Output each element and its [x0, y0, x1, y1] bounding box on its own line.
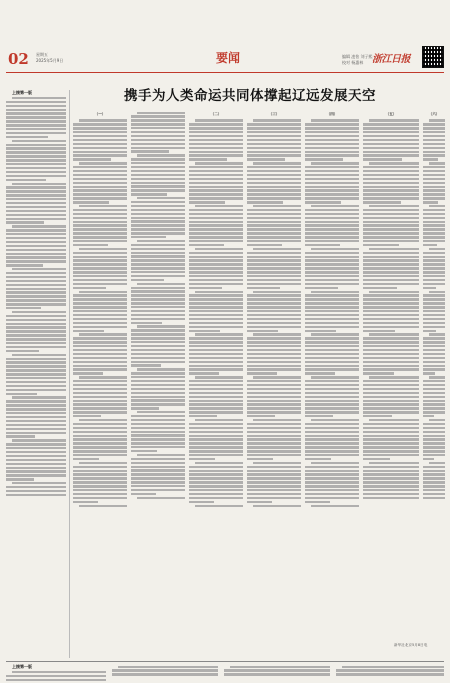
bottom-column [6, 664, 106, 683]
article-column-2 [131, 110, 185, 655]
column-text [73, 119, 127, 507]
column-text [189, 119, 243, 507]
subhead: （五） [385, 112, 397, 116]
continued-note: 上接第一版 [12, 664, 32, 669]
column-text [6, 97, 66, 496]
editor-line: 编辑 凌怡 刘子熙 [342, 54, 373, 59]
article-column-6 [363, 110, 419, 640]
column-text [336, 666, 444, 676]
qr-code [422, 46, 444, 68]
article-column-left [6, 90, 66, 650]
article-column-4 [247, 110, 301, 655]
column-text [6, 671, 106, 681]
bottom-column [112, 664, 218, 683]
column-text [247, 119, 301, 507]
page-number: 02 [8, 50, 29, 68]
section-title: 要闻 [216, 51, 241, 65]
column-divider [69, 90, 70, 658]
column-text [224, 666, 330, 676]
article-column-3 [189, 110, 243, 655]
editor-credits [342, 54, 373, 66]
column-text [363, 119, 419, 499]
header-rule [6, 72, 444, 73]
column-text [423, 119, 445, 499]
subhead: （一） [94, 112, 106, 116]
continued-note: 上接第一版 [12, 90, 32, 95]
article-column-5 [305, 110, 359, 655]
weekday: 星期五 [36, 52, 48, 57]
headline: 携手为人类命运共同体撑起辽远发展天空 [124, 88, 376, 104]
bottom-rule [6, 661, 444, 662]
bottom-column [336, 664, 444, 683]
bottom-column [224, 664, 330, 683]
subhead: （二） [210, 112, 222, 116]
byline: 新华社北京5月8日电 [394, 643, 428, 647]
column-text [131, 112, 185, 500]
masthead [6, 46, 444, 70]
column-text [305, 119, 359, 507]
article-column-1 [73, 110, 127, 655]
issue-date: 2025年5月9日 [36, 58, 64, 63]
proofreader-line: 校对 杨惠林 [342, 60, 364, 65]
page-meta [36, 52, 63, 64]
subhead: （六） [428, 112, 440, 116]
article-column-7 [423, 110, 445, 640]
column-text [112, 666, 218, 676]
subhead: （三） [268, 112, 280, 116]
subhead: （四） [326, 112, 338, 116]
bottom-story-strip [6, 664, 444, 683]
newspaper-logo: 浙江日报 [372, 54, 410, 65]
